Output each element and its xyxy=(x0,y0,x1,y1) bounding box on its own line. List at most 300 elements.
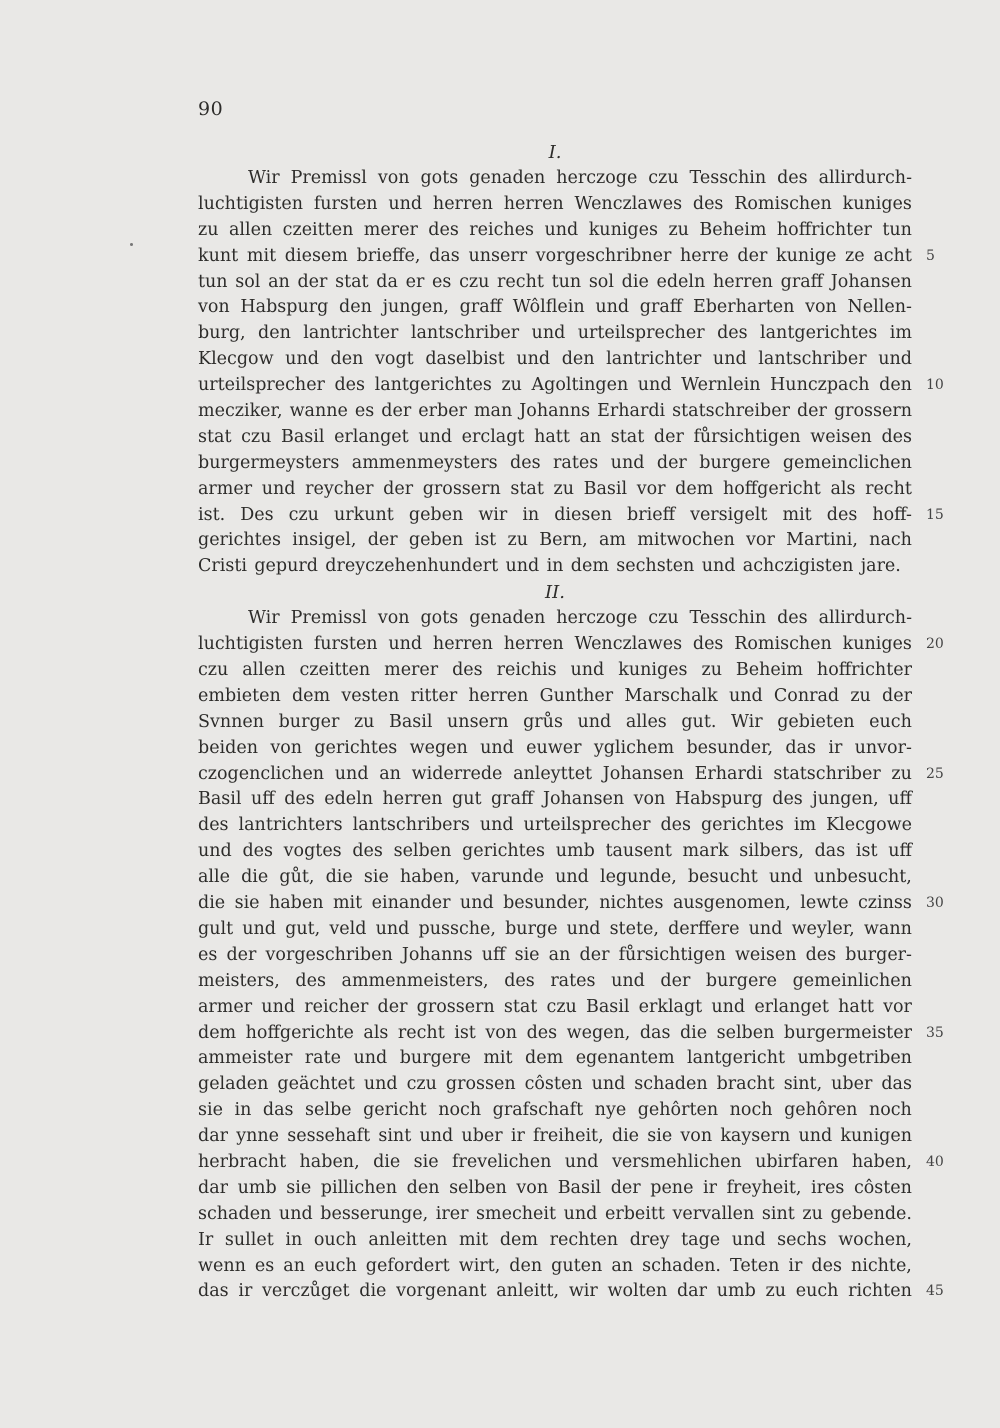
word: jungen, xyxy=(812,789,879,810)
word: Basil xyxy=(583,478,628,499)
word: urkunt xyxy=(334,504,394,525)
word: und xyxy=(516,349,551,370)
word: der xyxy=(656,452,687,473)
text-line xyxy=(198,399,912,425)
word: wegen xyxy=(409,737,468,758)
word: ires xyxy=(811,1177,845,1198)
word: der xyxy=(579,944,610,965)
word: Cristi xyxy=(198,556,247,577)
word: weyler, xyxy=(791,918,855,939)
word: die xyxy=(679,1022,708,1043)
word: als xyxy=(363,1022,389,1043)
word: Wenczlawes xyxy=(574,634,683,655)
word: kuniges xyxy=(588,219,658,240)
word: am xyxy=(598,530,627,551)
word: Klecgow xyxy=(198,349,274,370)
word: czeitten xyxy=(299,660,371,681)
word: acht xyxy=(873,245,912,266)
word: und xyxy=(798,1126,833,1147)
word: stete, xyxy=(609,918,659,939)
word: czu xyxy=(648,608,679,629)
word: euch xyxy=(869,711,912,732)
word: grossern xyxy=(422,478,501,499)
word: burg, xyxy=(198,323,246,344)
text-column xyxy=(198,140,944,1305)
word: gerichtes xyxy=(462,841,546,862)
word: schaden xyxy=(198,1203,272,1224)
word: fursten xyxy=(313,193,378,214)
word: des xyxy=(692,634,724,655)
word: frevelichen xyxy=(452,1151,552,1172)
word: und xyxy=(611,970,645,991)
word: mit xyxy=(483,1048,513,1069)
word: ir xyxy=(828,737,843,758)
word: widerrede xyxy=(411,763,503,784)
word: geächtet xyxy=(277,1074,355,1095)
word: czu xyxy=(241,426,272,447)
word: der xyxy=(882,685,912,706)
word: Eberharten xyxy=(692,297,795,318)
word: mecziker, xyxy=(198,401,283,422)
word: von xyxy=(633,789,666,810)
text-line xyxy=(198,528,912,554)
word: gemeinclichen xyxy=(782,452,912,473)
text-line xyxy=(198,192,912,218)
text-line xyxy=(198,295,912,321)
word: das xyxy=(881,1074,912,1095)
word: des xyxy=(295,970,326,991)
word: mit xyxy=(246,245,277,266)
word: anleyttet xyxy=(513,763,593,784)
word: herren xyxy=(382,789,443,810)
word: gut xyxy=(452,789,482,810)
word: das xyxy=(814,841,846,862)
word: gut, xyxy=(285,918,321,939)
text-line xyxy=(198,270,912,296)
word: kuniges xyxy=(842,193,912,214)
word: selben xyxy=(716,1022,775,1043)
word: sullet xyxy=(224,1229,274,1250)
text-line xyxy=(198,347,912,373)
word: kunigen xyxy=(840,1126,912,1147)
word: und xyxy=(731,1229,766,1250)
word: herre xyxy=(680,245,729,266)
word: ir xyxy=(788,1255,803,1276)
word: herren xyxy=(712,271,773,292)
word: graff xyxy=(639,297,683,318)
section-heading: II. xyxy=(545,582,565,604)
word: und xyxy=(712,349,747,370)
word: lewte xyxy=(800,893,849,914)
word: nichte, xyxy=(850,1255,912,1276)
word: vogt xyxy=(375,349,414,370)
word: an xyxy=(611,1255,634,1276)
word: sie xyxy=(286,1177,312,1198)
word: und xyxy=(278,1203,313,1224)
text-line xyxy=(198,1098,912,1124)
word: des xyxy=(805,944,837,965)
word: zu xyxy=(501,375,522,396)
word: czinss xyxy=(858,893,912,914)
word: die xyxy=(373,1151,401,1172)
word: in xyxy=(234,1100,252,1121)
word: geladen xyxy=(198,1074,269,1095)
word: zu xyxy=(802,1203,823,1224)
word: Habspurg xyxy=(674,789,763,810)
word: an xyxy=(379,763,401,784)
word: freyheit, xyxy=(726,1177,802,1198)
word: und xyxy=(591,1074,626,1095)
word: noch xyxy=(438,1100,482,1121)
word: czu xyxy=(406,1074,437,1095)
word: es xyxy=(254,1255,275,1276)
word: und xyxy=(701,556,736,577)
word: des xyxy=(826,504,858,525)
word: merer xyxy=(363,219,418,240)
word: er xyxy=(405,271,425,292)
word: pussche, xyxy=(418,918,496,939)
word: uff xyxy=(481,944,506,965)
text-line xyxy=(198,1176,912,1202)
word: lantrichters xyxy=(238,815,343,836)
word: bracht xyxy=(716,1074,775,1095)
word: die xyxy=(621,271,649,292)
text-line xyxy=(198,477,912,503)
word: der xyxy=(610,1177,641,1198)
word: kaysern xyxy=(720,1126,791,1147)
word: und xyxy=(419,1126,454,1147)
word: allen xyxy=(228,219,273,240)
word: besunder, xyxy=(686,737,774,758)
word: ammenmeysters xyxy=(351,452,498,473)
word: herren xyxy=(468,685,529,706)
text-line xyxy=(198,865,912,891)
word: einander xyxy=(371,893,451,914)
word: die xyxy=(241,867,269,888)
text-line xyxy=(198,632,944,658)
word: in xyxy=(285,1229,303,1250)
word: Wir xyxy=(248,168,280,188)
word: und xyxy=(570,660,605,681)
text-line xyxy=(198,554,912,580)
word: edeln xyxy=(656,271,706,292)
word: Premissl xyxy=(290,608,367,629)
word: geben xyxy=(408,504,464,525)
word: armer xyxy=(198,478,253,499)
word: und xyxy=(363,1074,398,1095)
word: merer xyxy=(384,660,439,681)
text-line xyxy=(198,1072,912,1098)
word: herren xyxy=(432,193,493,214)
word: ausgenomen, xyxy=(672,893,791,914)
word: und xyxy=(577,711,612,732)
word: mitwochen xyxy=(637,530,735,551)
word: und xyxy=(728,685,763,706)
word: von xyxy=(680,1126,713,1147)
word: insigel, xyxy=(292,530,357,551)
word: czeitten xyxy=(282,219,354,240)
word: und xyxy=(261,996,296,1017)
word: unvor- xyxy=(854,737,912,758)
text-line xyxy=(198,736,912,762)
word: burgermeister xyxy=(783,1022,912,1043)
word: grossen xyxy=(445,1074,516,1095)
word: und xyxy=(768,867,803,888)
word: wann xyxy=(863,918,912,939)
word: zu xyxy=(198,219,219,240)
word: ir xyxy=(510,1126,525,1147)
word: von xyxy=(485,1022,518,1043)
word: gots xyxy=(420,608,459,629)
word: vogtes xyxy=(283,841,342,862)
word: jungen, xyxy=(382,297,449,318)
word: des xyxy=(504,970,535,991)
word: allirdurch- xyxy=(818,168,912,188)
word: des xyxy=(660,815,691,836)
word: es xyxy=(354,401,375,422)
word: die xyxy=(325,867,353,888)
word: an xyxy=(579,426,602,447)
word: ammeister xyxy=(198,1048,293,1069)
word: lantschriber xyxy=(758,349,867,370)
word: gehôrten xyxy=(637,1100,719,1121)
word: sechsten xyxy=(616,556,695,577)
word: umb xyxy=(555,841,595,862)
word: burger- xyxy=(845,944,912,965)
word: tun xyxy=(882,219,912,240)
word: herczoge xyxy=(556,168,638,188)
word: das xyxy=(198,1281,229,1302)
text-line xyxy=(198,710,912,736)
word: an xyxy=(283,1255,306,1276)
word: den xyxy=(406,1177,440,1198)
word: kunt xyxy=(198,245,239,266)
word: Premissl xyxy=(290,168,367,188)
word: an xyxy=(548,944,571,965)
word: lantrichter xyxy=(303,323,399,344)
word: Martini, xyxy=(786,530,858,551)
word: anleitt, xyxy=(496,1281,560,1302)
word: gehôren xyxy=(784,1100,858,1121)
word: rates xyxy=(553,452,599,473)
word: wirt, xyxy=(458,1255,501,1276)
word: dem xyxy=(499,1229,538,1250)
word: allirdurch- xyxy=(818,608,912,629)
word: der xyxy=(367,530,398,551)
word: mit xyxy=(458,1229,489,1250)
word: haben, xyxy=(851,1151,912,1172)
line-number: 5 xyxy=(926,247,935,264)
word: ir xyxy=(238,1281,253,1302)
word: den xyxy=(258,323,291,344)
word: Habspurg xyxy=(240,297,329,318)
word: rates xyxy=(550,970,596,991)
word: pillichen xyxy=(320,1177,398,1198)
word: erlanget xyxy=(754,996,829,1017)
word: urteilsprecher xyxy=(577,323,705,344)
word: fůrsichtigen xyxy=(693,426,801,447)
word: burgere xyxy=(705,970,778,991)
word: vor xyxy=(746,530,775,551)
word: der xyxy=(381,401,412,422)
word: schaden xyxy=(634,1074,708,1095)
word: urteilsprecher xyxy=(523,815,651,836)
section-heading: I. xyxy=(548,142,562,163)
word: tage xyxy=(681,1229,721,1250)
word: dem xyxy=(570,556,609,577)
word: den xyxy=(330,349,364,370)
word: uff xyxy=(250,789,275,810)
word: stat xyxy=(503,996,538,1017)
word: geben xyxy=(408,530,464,551)
line-number: 40 xyxy=(926,1153,944,1170)
word: Agoltingen xyxy=(531,375,629,396)
word: Johanns xyxy=(519,401,591,422)
word: sint xyxy=(761,1203,795,1224)
word: besunder, xyxy=(503,893,590,914)
word: Teten xyxy=(730,1255,780,1276)
word: mit xyxy=(332,893,363,914)
word: graff xyxy=(780,271,824,292)
word: der xyxy=(383,478,414,499)
word: vor xyxy=(636,478,666,499)
word: armer xyxy=(198,996,253,1017)
word: des xyxy=(352,841,383,862)
word: Tesschin xyxy=(689,168,767,188)
word: und xyxy=(388,634,423,655)
word: wir xyxy=(568,1281,598,1302)
word: Marschalk xyxy=(624,685,718,706)
word: und xyxy=(198,841,232,862)
word: burgermeysters xyxy=(198,452,340,473)
text-line xyxy=(198,917,912,943)
word: das xyxy=(429,245,460,266)
word: rate xyxy=(304,1048,341,1069)
word: czu xyxy=(546,996,577,1017)
word: und xyxy=(479,815,514,836)
word: Johansen xyxy=(830,271,912,292)
text-line xyxy=(198,606,912,632)
word: burger xyxy=(278,711,340,732)
word: nye xyxy=(594,1100,627,1121)
word: brieffe, xyxy=(356,245,421,266)
word: des xyxy=(811,1255,842,1276)
word: Gunther xyxy=(539,685,614,706)
text-line xyxy=(198,787,912,813)
word: wegen, xyxy=(566,1022,631,1043)
word: côsten xyxy=(853,1177,912,1198)
word: Basil xyxy=(198,789,242,810)
word: kuniges xyxy=(618,660,688,681)
word: drey xyxy=(629,1229,670,1250)
word: derffere xyxy=(668,918,740,939)
word: versmehlichen xyxy=(611,1151,742,1172)
text-line xyxy=(198,839,912,865)
word: schaden. xyxy=(642,1255,721,1276)
text-line xyxy=(198,425,912,451)
word: gut. xyxy=(681,711,717,732)
word: vor xyxy=(883,996,912,1017)
word: des xyxy=(284,789,315,810)
text-line xyxy=(198,684,912,710)
word: und xyxy=(595,297,630,318)
word: gefordert xyxy=(365,1255,450,1276)
word: legunde, xyxy=(599,867,677,888)
word: sessehaft xyxy=(287,1126,371,1147)
word: der xyxy=(297,271,328,292)
word: vervallen xyxy=(672,1203,755,1224)
word: besucht xyxy=(687,867,758,888)
word: Bern, xyxy=(539,530,588,551)
word: im xyxy=(889,323,912,344)
word: Basil xyxy=(281,426,325,447)
word: gult xyxy=(198,918,234,939)
word: recht xyxy=(865,478,912,499)
word: Basil xyxy=(389,711,433,732)
word: herbracht xyxy=(198,1151,287,1172)
text-line xyxy=(198,1228,912,1254)
word: die xyxy=(611,1126,640,1147)
word: und xyxy=(878,349,912,370)
word: von xyxy=(198,297,230,318)
text-line xyxy=(198,373,944,399)
word: ir xyxy=(703,1177,717,1198)
word: von xyxy=(377,608,410,629)
word: burgere xyxy=(399,1048,471,1069)
word: tausent xyxy=(605,841,672,862)
word: Erhardi xyxy=(597,401,666,422)
word: euwer xyxy=(526,737,582,758)
word: sint xyxy=(378,1126,412,1147)
word: smecheit xyxy=(476,1203,557,1224)
word: die xyxy=(198,893,226,914)
word: sol xyxy=(588,271,614,292)
word: zu xyxy=(668,219,689,240)
word: von xyxy=(805,297,837,318)
word: zu xyxy=(553,478,575,499)
word: freiheit, xyxy=(533,1126,604,1147)
word: alle xyxy=(198,867,230,888)
word: Wir xyxy=(248,608,280,629)
word: von xyxy=(516,1177,549,1198)
word: gerichtes xyxy=(700,815,784,836)
word: Klecgowe xyxy=(826,815,912,836)
word: grossern xyxy=(833,401,912,422)
word: und xyxy=(555,867,589,888)
word: herren xyxy=(503,634,564,655)
word: grossern xyxy=(416,996,495,1017)
word: wir xyxy=(478,504,508,525)
word: diesem xyxy=(284,245,348,266)
word: lantgerichtes xyxy=(760,323,878,344)
text-line xyxy=(198,1124,912,1150)
word: meisters, xyxy=(198,970,280,991)
word: Romischen xyxy=(734,634,832,655)
word: genaden xyxy=(469,608,546,629)
word: und xyxy=(711,996,746,1017)
word: den xyxy=(339,297,372,318)
word: uff xyxy=(888,841,912,862)
word: und xyxy=(566,918,601,939)
word: den xyxy=(561,349,595,370)
word: ynne xyxy=(236,1126,280,1147)
word: dar xyxy=(198,1126,229,1147)
word: den xyxy=(509,1255,543,1276)
word: Johanns xyxy=(401,944,473,965)
word: hatt xyxy=(838,996,874,1017)
line-number: 35 xyxy=(926,1024,944,1041)
word: czu xyxy=(198,660,229,681)
